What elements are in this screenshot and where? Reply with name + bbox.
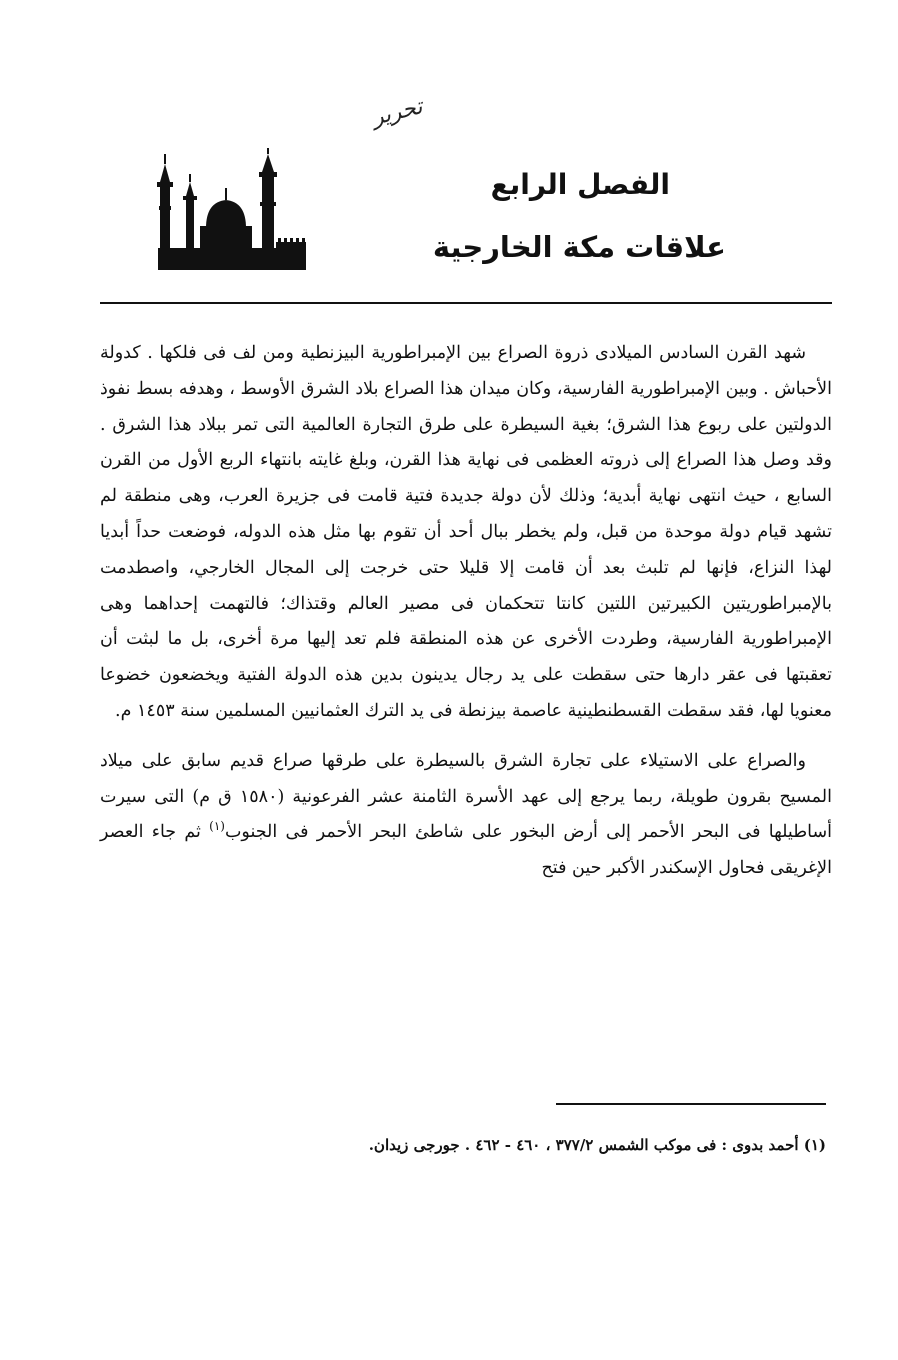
handwritten-margin-note: تحرير	[369, 94, 426, 131]
footnote-divider	[556, 1103, 826, 1105]
paragraph-2-tail: ثم جاء العصر الإغريقى فحاول الإسكندر الأكبر حين فتح	[100, 822, 832, 879]
footnote: (١) أحمد بدوى : فى موكب الشمس ٣٧٧/٢ ، ٤٦٠ - ٤٦٢ . جورجى زيدان.	[368, 1136, 826, 1154]
paragraph-1: شهد القرن السادس الميلادى ذروة الصراع بين الإمبراطورية البيزنطية ومن لف فى فلكها . كدولة الأحباش . وبين الإمبراطورية الفارسية، وكان ميدان هذا الصراع بلاد الشرق الأوسط ، وهدفه بسط نفوذ الدولتين على ربوع هذا الشرق؛ بغية السيطرة على طرق التجارة العالمية التى تمر ببلاد هذا الشرق . وقد وصل هذا الصراع إلى ذروته العظمى فى نهاية هذا القرن، وبلغ غايته بانتهاء الربع الأول من القرن السابع ، حيث انتهى نهاية أبدية؛ وذلك لأن دولة جديدة فتية قامت فى جزيرة العرب، وهى منطقة لم تشهد قيام دولة موحدة من قبل، ولم يخطر ببال أحد أن تقوم بها مثل هذه الدوله، فوضعت حداً أبديا لهذا النزاع، فإنها لم تلبث بعد أن قامت إلا قليلا حتى خرجت إلى المجال الخارجي، واصطدمت بالإمبراطوريتين الكبيرتين اللتين كانتا تتحكمان فى مصير العالم وقتذاك؛ فالتهمت إحداهما وهى الإمبراطورية الفارسية، وطردت الأخرى عن هذه المنطقة فلم تعد إليها مرة أخرى، بل ما لبثت أن تعقبتها فى عقر دارها حتى سقطت على يد رجال يدينون بدين هذه الدولة الفتية ويخضعون خضوعا معنويا لها، فقد سقطت القسطنطينية عاصمة بيزنطة فى يد الترك العثمانيين المسلمين سنة ١٤٥٣ م.	[100, 343, 832, 721]
header-divider	[100, 302, 832, 304]
paragraph-2	[100, 744, 832, 887]
chapter-title: الفصل الرابع	[490, 168, 670, 201]
mosque-silhouette-icon	[150, 148, 310, 273]
chapter-subtitle: علاقات مكة الخارجية	[432, 230, 726, 264]
footnote-reference: (١)	[209, 819, 225, 834]
body-text	[100, 336, 832, 887]
paragraph-2-text: والصراع على الاستيلاء على تجارة الشرق بالسيطرة على طرقها صراع قديم سابق على ميلاد المسيح بقرون طويلة، ربما يرجع إلى عهد الأسرة الثامنة عشر الفرعونية (١٥٨٠ ق م) التى سيرت أساطيلها فى البحر الأحمر إلى أرض البخور على شاطئ البحر الأحمر فى الجنوب	[100, 750, 832, 843]
